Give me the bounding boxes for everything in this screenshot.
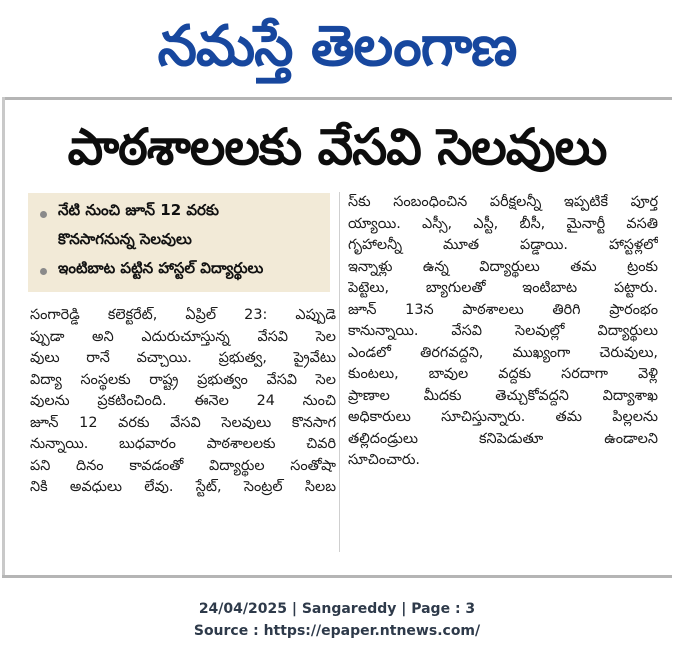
right-line-9: కుంటలు, బావుల వద్దకు సరదాగా వెళ్లి bbox=[348, 366, 658, 382]
source-link[interactable]: Source : https://epaper.ntnews.com/ bbox=[193, 623, 481, 639]
article-right-column bbox=[348, 192, 658, 472]
left-line-6: జూన్ 12 వరకు వేసవి సెలవులు కొనసాగ bbox=[30, 414, 336, 431]
right-line-11: అధికారులు సూచిస్తున్నారు. తమ పిల్లలను bbox=[348, 409, 658, 425]
clip-top-rule bbox=[2, 97, 672, 100]
right-line-6: జూన్ 13న పాఠశాలలు తిరిగి ప్రారంభం bbox=[348, 301, 658, 318]
left-line-1: సంగారెడ్డి కలెక్టరేట్, ఏప్రిల్ 23: ఎప్పుడె bbox=[30, 307, 336, 323]
summary-point-1-line-1: నేటి నుంచి జూన్ 12 వరకు bbox=[58, 201, 219, 219]
newspaper-masthead bbox=[0, 6, 674, 88]
article-left-column bbox=[30, 305, 336, 499]
right-line-10: ప్రాణాల మీదకు తెచ్చుకోవద్దని విద్యాశాఖ bbox=[348, 387, 658, 404]
left-line-7: నున్నాయి. బుధవారం పాఠశాలలకు చివరి bbox=[30, 436, 336, 452]
bullet-icon bbox=[40, 268, 47, 275]
summary-box bbox=[28, 193, 330, 292]
right-line-7: కానున్నాయి. వేసవి సెలవుల్లో విద్యార్థులు bbox=[348, 323, 658, 339]
clip-bottom-rule bbox=[2, 575, 672, 578]
left-line-3: వులు రానే వచ్చాయి. ప్రభుత్వ, ప్రైవేటు bbox=[30, 350, 336, 366]
left-line-8: పని దినం కావడంతో విద్యార్థుల సంతోషా bbox=[30, 457, 336, 474]
summary-point-2-line-1: ఇంటిబాట పట్టిన హాస్టల్ విద్యార్థులు bbox=[58, 259, 264, 277]
left-line-4: విద్యా సంస్థలకు రాష్ట్ర ప్రభుత్వం వేసవి సెల bbox=[30, 371, 336, 388]
masthead-title: నమస్తే తెలంగాణ bbox=[157, 14, 517, 79]
article-headline bbox=[0, 112, 674, 182]
right-line-5: పెట్టెలు, బ్యాగులతో ఇంటిబాట పట్టారు. bbox=[348, 280, 658, 296]
left-line-9: నికి అవధులు లేవు. స్టేట్, సెంట్రల్ సిలబ bbox=[30, 479, 336, 495]
edition-info: 24/04/2025 | Sangareddy | Page : 3 bbox=[198, 601, 476, 617]
right-line-8: ఎండలో తిరగవద్దని, ముఖ్యంగా చెరువులు, bbox=[348, 344, 658, 361]
right-line-13: సూచించారు. bbox=[348, 452, 420, 468]
headline-text: పాఠశాలలకు వేసవి సెలవులు bbox=[67, 118, 607, 176]
left-line-2: ప్పుడా అని ఎదురుచూస్తున్న వేసవి సెల bbox=[30, 328, 336, 345]
left-line-5: వులను ప్రకటించింది. ఈనెల 24 నుంచి bbox=[30, 393, 336, 409]
bullet-icon bbox=[40, 211, 47, 218]
right-line-4: ఇన్నాళ్లు ఉన్న విద్యార్థులు తమ ట్రంకు bbox=[348, 258, 658, 275]
right-line-3: గృహాలన్నీ మూత పడ్డాయి. హాస్టళ్లలో bbox=[348, 237, 658, 253]
right-line-1: స్‌కు సంబంధించిన పరీక్షలన్నీ ఇప్పటికే పూర్త bbox=[348, 194, 658, 210]
right-line-2: య్యాయి. ఎస్సీ, ఎస్టీ, బీసీ, మైనార్టీ వసతి bbox=[348, 215, 658, 232]
column-divider bbox=[339, 192, 340, 552]
summary-point-1-line-2: కొనసాగనున్న సెలవులు bbox=[58, 230, 192, 248]
right-line-12: తల్లిదండ్రులు కనిపెడుతూ ఉండాలని bbox=[348, 430, 658, 447]
